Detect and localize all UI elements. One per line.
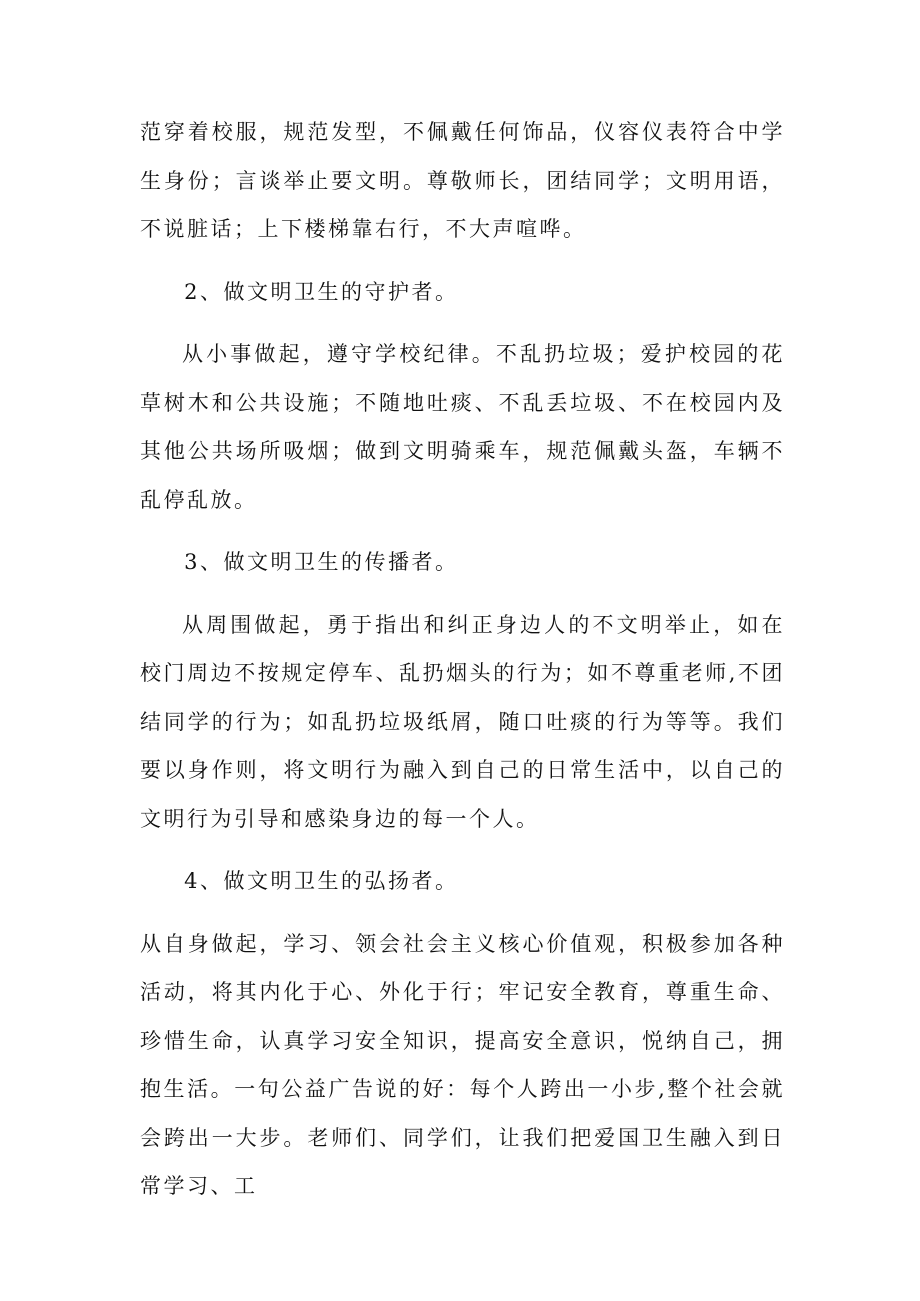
paragraph-propagator: 从周围做起，勇于指出和纠正身边人的不文明举止，如在校门周边不按规定停车、乱扔烟头的行为；如不尊重老师,不团结同学的行为；如乱扔垃圾纸屑，随口吐痰的行为等等。我们要以身作则，将文明行为融入到自己的日常生活中，以自己的文明行为引导和感染身边的每一个人。 — [140, 612, 785, 831]
paragraph-promoter: 从自身做起，学习、领会社会主义核心价值观，积极参加各种活动，将其内化于心、外化于行；牢记安全教育，尊重生命、珍惜生命，认真学习安全知识，提高安全意识，悦纳自己，拥抱生活。一句公益广告说的好：每个人跨出一小步,整个社会就会跨出一大步。老师们、同学们，让我们把爱国卫生融入到日常学习、工 — [140, 931, 785, 1198]
section-heading-4: 4、做文明卫生的弘扬者。 — [184, 869, 459, 893]
section-heading-2: 2、做文明卫生的守护者。 — [184, 279, 459, 304]
document-body — [140, 108, 785, 1211]
paragraph-guardian: 从小事做起，遵守学校纪律。不乱扔垃圾；爱护校园的花草树木和公共设施；不随地吐痰、不乱丢垃圾、不在校园内及其他公共场所吸烟；做到文明骑乘车，规范佩戴头盔，车辆不乱停乱放。 — [140, 342, 785, 512]
section-heading-3: 3、做文明卫生的传播者。 — [184, 550, 459, 574]
paragraph-continued: 范穿着校服，规范发型，不佩戴任何饰品，仪容仪表符合中学生身份；言谈举止要文明。尊敬师长，团结同学；文明用语，不说脏话；上下楼梯靠右行，不大声喧哗。 — [140, 120, 785, 241]
